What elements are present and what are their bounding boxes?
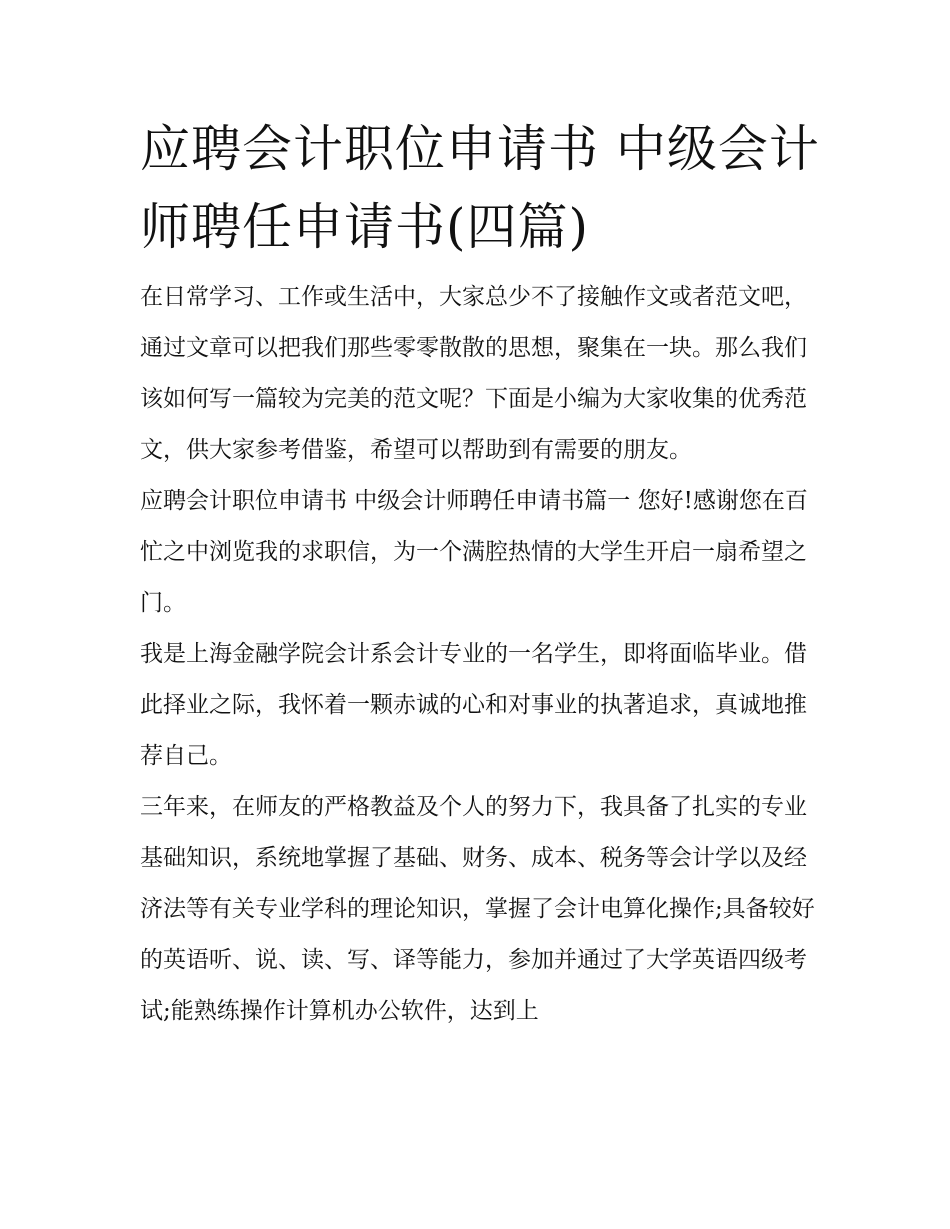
paragraph-intro: 在日常学习、工作或生活中，大家总少不了接触作文或者范文吧，通过文章可以把我们那些零零散散的思想，聚集在一块。那么我们该如何写一篇较为完美的范文呢？下面是小编为大家收集的优秀范文，供大家参考借鉴，希望可以帮助到有需要的朋友。 xyxy=(140,284,807,463)
paragraph-self-introduction: 我是上海金融学院会计系会计专业的一名学生，即将面临毕业。借此择业之际，我怀着一颗赤诚的心和对事业的执著追求，真诚地推荐自己。 xyxy=(140,641,807,769)
document-page xyxy=(140,110,820,1037)
paragraph-greeting: 应聘会计职位申请书 中级会计师聘任申请书篇一 您好!感谢您在百忙之中浏览我的求职信，为一个满腔热情的大学生开启一扇希望之门。 xyxy=(140,488,808,616)
document-title: 应聘会计职位申请书 中级会计师聘任申请书(四篇) xyxy=(140,120,820,256)
paragraph-qualifications: 三年来，在师友的严格教益及个人的努力下，我具备了扎实的专业基础知识，系统地掌握了基础、财务、成本、税务等会计学以及经济法等有关专业学科的理论知识，掌握了会计电算化操作;具备较好的英语听、说、读、写、译等能力，参加并通过了大学英语四级考试;能熟练操作计算机办公软件，达到上 xyxy=(140,794,815,1024)
